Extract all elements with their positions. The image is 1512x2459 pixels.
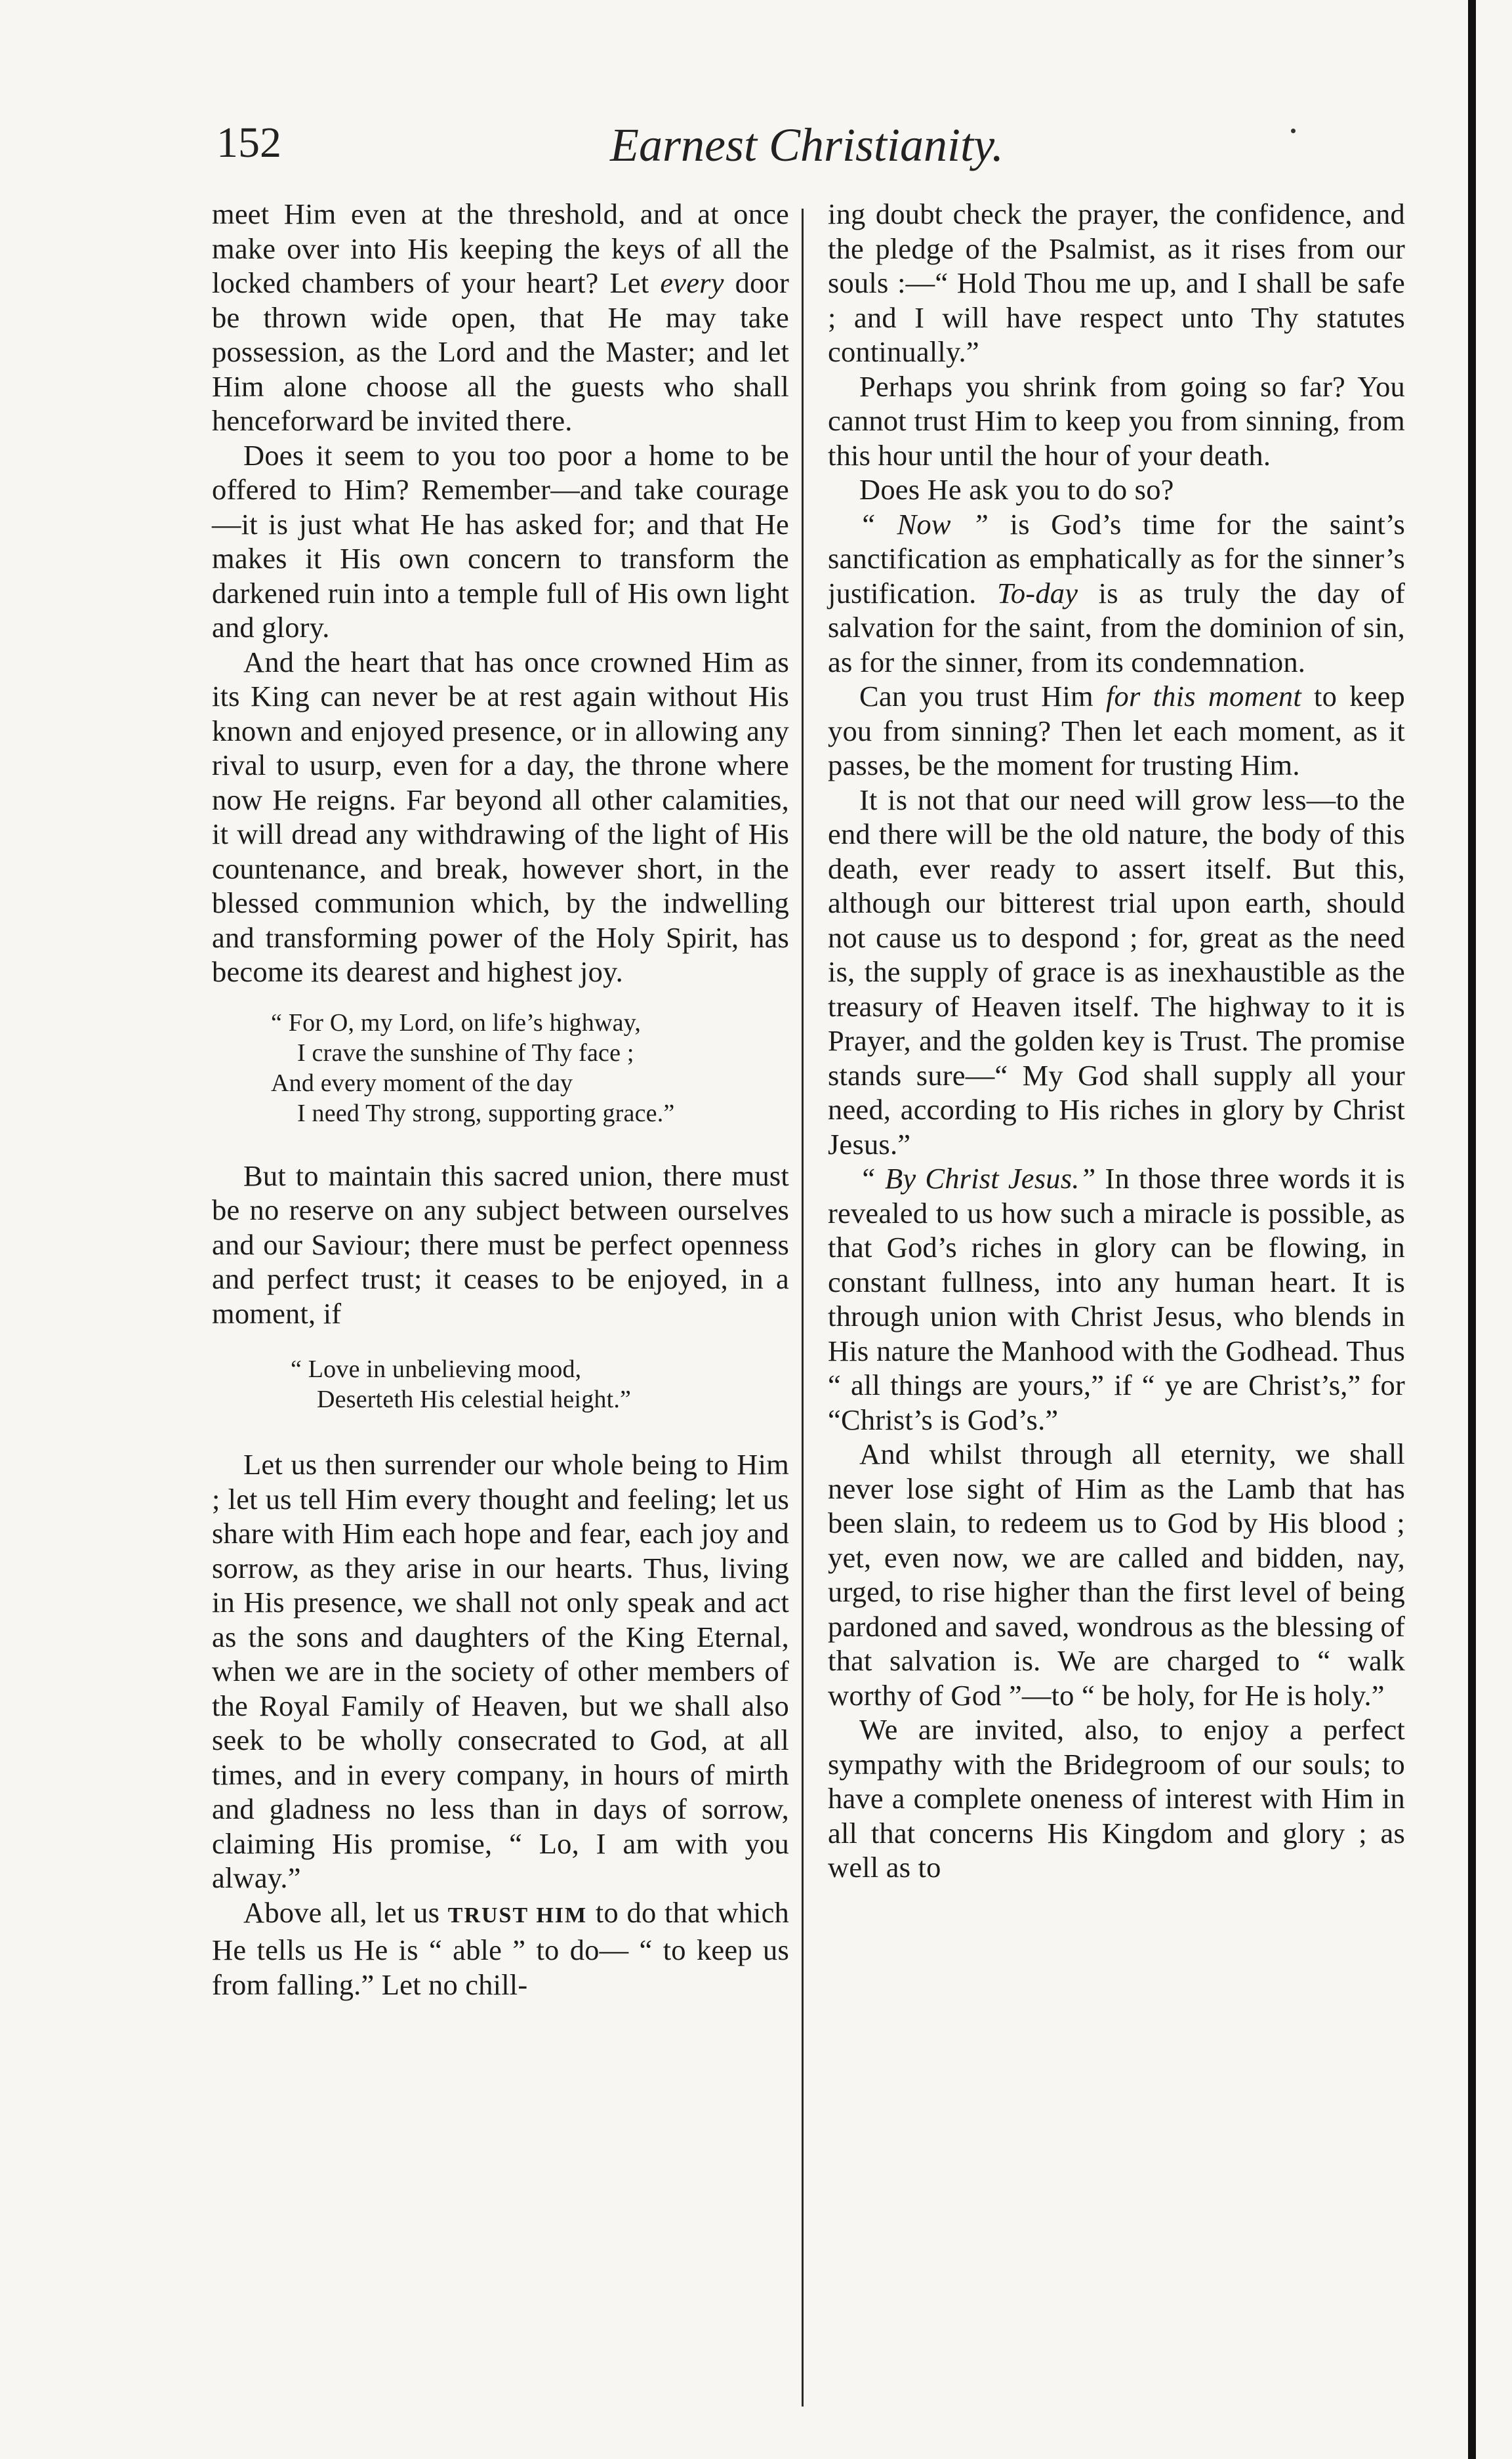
right-column xyxy=(828,197,1405,1885)
paragraph: But to maintain this sacred union, there must be no reserve on any subject between ourselves and our Saviour; there must be perfect openness and perfect trust; it ceases to be enjoyed, in a moment, if xyxy=(212,1159,789,1330)
paragraph: Can you trust Him for this moment to keep you from sinning? Then let each moment, as it passes, be the moment for trusting Him. xyxy=(828,680,1406,781)
paragraph: Let us then surrender our whole being to Him ; let us tell Him every thought and feeling; let us share with Him each hope and fear, each joy and sorrow, as they arise in our hearts. Thus, living in His presence, we shall not only speak and act as the sons and daughters of the King Eternal, when we are in the society of other members of the Royal Family of Heaven, but we shall also seek to be wholly consecrated to God, at all times, and in every company, in hours of mirth and gladness no less than in days of sorrow, claiming His promise, “ Lo, I am with you alway.” xyxy=(212,1448,789,1894)
left-column xyxy=(212,197,789,2002)
verse-line: “ Love in unbelieving mood, xyxy=(291,1355,582,1383)
verse-line: “ For O, my Lord, on life’s highway, xyxy=(271,1008,642,1037)
paragraph: “ Now ” is God’s time for the saint’s sanctification as emphatically as for the sinner’s justification. To-day is as truly the day of salvation for the saint, from the dominion of sin, as for the sinner, from its condemnation. xyxy=(828,507,1405,678)
verse-line: And every moment of the day xyxy=(271,1069,573,1097)
paragraph: And the heart that has once crowned Him as its King can never be at rest again without His known and enjoyed presence, or in allowing any rival to usurp, even for a day, the throne where now He reigns. Far beyond all other calamities, it will dread any withdrawing of the light of His countenance, and break, however short, in the blessed communion which, by the indwelling and transforming power of the Holy Spirit, has become its dearest and highest joy. xyxy=(212,645,789,988)
paragraph: Does He ask you to do so? xyxy=(859,473,1174,506)
verse-line: I crave the sunshine of Thy face ; xyxy=(297,1039,634,1067)
paragraph: Perhaps you shrink from going so far? You cannot trust Him to keep you from sinning, from this hour until the hour of your death. xyxy=(828,369,1405,472)
verse-quote xyxy=(291,1354,789,1415)
paragraph: “ By Christ Jesus.” In those three words it is revealed to us how such a miracle is possible, as that God’s riches in glory can be flowing, in constant fullness, into any human heart. It is through union with Christ Jesus, who blends in His nature the Manhood with the Godhead. Thus “ all things are yours,” if “ ye are Christ’s,” for “Christ’s is God’s.” xyxy=(828,1162,1405,1436)
paragraph: ing doubt check the prayer, the confidence, and the pledge of the Psalmist, as it rises from our souls :—“ Hold Thou me up, and I shall be safe ; and I will have respect unto Thy statutes continually.” xyxy=(828,197,1405,368)
page-number: 152 xyxy=(216,119,281,167)
verse-line: I need Thy strong, supporting grace.” xyxy=(297,1099,675,1127)
paragraph: Above all, let us TRUST HIM to do that which He tells us He is “ able ” to do— “ to keep us from falling.” Let no chill- xyxy=(212,1895,790,2001)
paragraph: And whilst through all eternity, we shall never lose sight of Him as the Lamb that has been slain, to redeem us to God by His blood ; yet, even now, we are called and bidden, nay, urged, to rise higher than the first level of being pardoned and saved, wondrous as the blessing of that salvation is. We are charged to “ walk worthy of God ”—to “ be holy, for He is holy.” xyxy=(828,1437,1405,1712)
paragraph: It is not that our need will grow less—to the end there will be the old nature, the body of this death, ever ready to assert itself. But this, although our bitterest trial upon earth, should not cause us to despond ; for, great as the need is, the supply of grace is as inexhaustible as the treasury of Heaven itself. The highway to it is Prayer, and the golden key is Trust. The promise stands sure—“ My God shall supply all your need, according to His riches in glory by Christ Jesus.” xyxy=(828,783,1405,1161)
running-title: Earnest Christianity. xyxy=(610,119,1004,171)
page-header xyxy=(216,118,1312,184)
column-divider xyxy=(802,209,804,2407)
page-edge-rule xyxy=(1468,0,1476,2459)
paragraph: We are invited, also, to enjoy a perfect sympathy with the Bridegroom of our souls; to have a complete oneness of interest with Him in all that concerns His Kingdom and glory ; as well as to xyxy=(828,1713,1405,1884)
paragraph: meet Him even at the threshold, and at once make over into His keeping the keys of all the locked chambers of your heart? Let every door be thrown wide open, that He may take possession, as the Lord and the Master; and let Him alone choose all the guests who shall henceforward be invited there. xyxy=(212,197,789,437)
verse-line: Deserteth His celestial height.” xyxy=(317,1386,632,1413)
paragraph: Does it seem to you too poor a home to be offered to Him? Remember—and take courage—it is just what He has asked for; and that He makes it His own concern to transform the darkened ruin into a temple full of His own light and glory. xyxy=(212,438,789,644)
verse-quote xyxy=(271,1008,789,1128)
